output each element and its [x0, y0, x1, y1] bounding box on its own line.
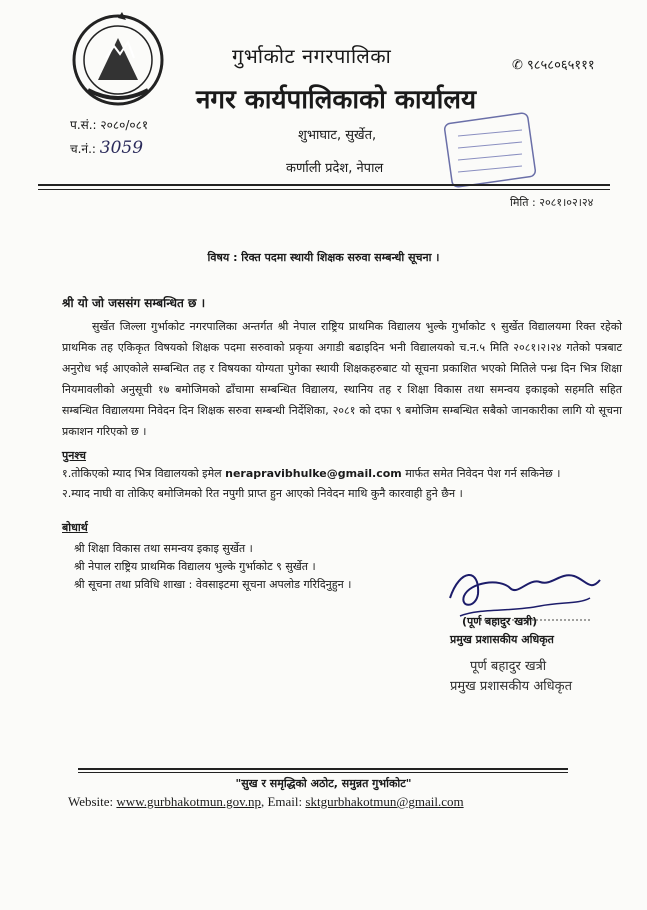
subject-line: विषय : रिक्त पदमा स्थायी शिक्षक सरुवा सम्बन्धी सूचना । — [207, 251, 440, 264]
cc-item: श्री सूचना तथा प्रविधि शाखा : वेवसाइटमा सूचना अपलोड गरिदिनुहुन । — [74, 578, 352, 591]
cc-heading: बोधार्थ — [62, 521, 88, 534]
nepal-emblem-logo — [68, 10, 168, 110]
postscript-heading: पुनश्च — [62, 449, 87, 462]
reference-number: प.सं.: २०८०/०८१ — [70, 118, 149, 132]
notice-paragraph: सुर्खेत जिल्ला गुर्भाकोट नगरपालिका अन्तर्गत श्री नेपाल राष्ट्रिय प्राथमिक विद्यालय भुल्के गुर्भाकोट ९ सुर्खेत विद्यालयमा रिक्त रहेको प्राथमिक तह एकिकृत विषयको शिक्षक पदमा सरुवाको प्रकृया अगाडी बढाइदिन भनी विद्यालयको च.न.५ मिति २०८१।२।२४ गतेको पत्रबाट अनुरोध भई आएकोले सम्बन्धित तह र विषयका योग्यता पुगेका स्थायी शिक्षकहरुबाट यो सूचना प्रकाशित भएको मितिले पन्ध्र दिन भित्र शिक्षा नियमावलीको अनुसूची १७ बमोजिमको ढाँचामा सम्बन्धित विद्यालय, स्थानिय तह र शिक्षा विकास तथा समन्वय इकाइको सहमति सहित सम्बन्धित विद्यालयमा निवेदन दिन शिक्षक सरुवा सम्बन्धी निर्देशिका, २०८१ को दफा ९ बमोजिम सम्बन्धित सबैको जानकारीका लागि यो सूचना प्रकाशन गरिएको छ । — [62, 320, 622, 438]
address-line1: शुभाघाट, सुर्खेत, — [298, 128, 377, 143]
school-email: nerapravibhulke@gmail.com — [225, 467, 402, 480]
email-link[interactable]: sktgurbhakotmun@gmail.com — [305, 794, 464, 809]
letter-date: मिति : २०८१।०२।२४ — [510, 196, 594, 209]
footer-slogan: "सुख र समृद्धिको अठोट, समुन्नत गुर्भाकोट" — [235, 777, 412, 790]
address-line2: कर्णाली प्रदेश, नेपाल — [286, 161, 384, 176]
dispatch-number-value: 3059 — [99, 138, 144, 158]
signatory-title-stamp: प्रमुख प्रशासकीय अधिकृत — [450, 679, 573, 694]
signatory-name-stamp: पूर्ण बहादुर खत्री — [470, 659, 547, 674]
postscript-line-1-text: १.तोकिएको म्याद भित्र विद्यालयको इमेल — [62, 467, 226, 480]
signatory-title: प्रमुख प्रशासकीय अधिकृत — [450, 633, 554, 646]
footer-divider — [78, 768, 568, 770]
dispatch-number-label: च.नं.: — [70, 142, 96, 156]
footer-divider-thin — [78, 772, 568, 773]
cc-item: श्री शिक्षा विकास तथा समन्वय इकाइ सुर्खेत । — [74, 542, 253, 555]
org-name-line2: नगर कार्यपालिकाको कार्यालय — [196, 85, 477, 115]
postscript-line-1-tail: मार्फत समेत निवेदन पेश गर्न सकिनेछ । — [401, 467, 561, 480]
footer-contact — [68, 794, 464, 810]
cc-item: श्री नेपाल राष्ट्रिय प्राथमिक विद्यालय भुल्के गुर्भाकोट ९ सुर्खेत । — [74, 560, 316, 573]
postscript-line-2: २.म्याद नाघी वा तोकिए बमोजिमको रित नपुगी प्राप्त हुन आएको निवेदन माथि कुनै कारवाही हुने छैन । — [62, 487, 463, 500]
signatory-name: (पूर्ण बहादुर खत्री) — [462, 615, 538, 628]
dispatch-number — [70, 138, 143, 158]
postscript-line-1 — [62, 466, 560, 481]
email-label: , Email: — [260, 794, 306, 809]
org-name-line1: गुर्भाकोट नगरपालिका — [232, 44, 392, 68]
office-stamp — [440, 110, 540, 190]
website-link[interactable]: www.gurbhakotmun.gov.np — [116, 794, 261, 809]
salutation: श्री यो जो जससंग सम्बन्धित छ । — [62, 296, 206, 310]
phone-number: ✆ ९८५८०६५१११ — [512, 58, 595, 73]
website-label: Website: — [68, 794, 117, 809]
header-divider — [38, 184, 610, 186]
header-divider-thin — [38, 189, 610, 190]
